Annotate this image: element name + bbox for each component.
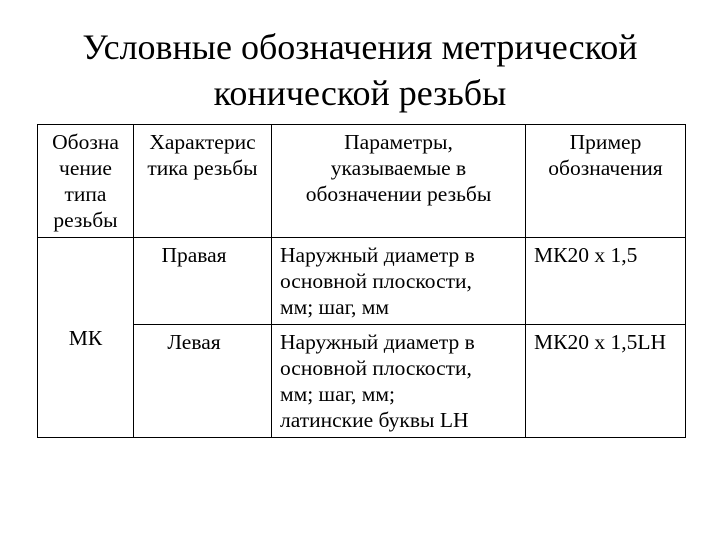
table-body	[38, 238, 686, 438]
header-example-line: обозначения	[548, 156, 663, 180]
params-left-line: мм; шаг, мм;	[280, 382, 395, 406]
table-row-left	[38, 325, 686, 438]
slide-title-line-2: конической резьбы	[213, 73, 507, 113]
header-parameters	[272, 125, 526, 238]
header-designation-line: резьбы	[53, 208, 118, 232]
header-characteristic-line: тика резьбы	[147, 156, 258, 180]
header-designation-line: Обозна	[52, 130, 119, 154]
params-right	[272, 238, 526, 325]
slide-title	[0, 24, 720, 116]
thread-designation-table	[37, 124, 686, 438]
slide-title-line-1: Условные обозначения метрической	[82, 27, 638, 67]
header-characteristic	[134, 125, 272, 238]
thread-type-cell: МК	[38, 238, 134, 438]
thread-hand-right: Правая	[134, 238, 272, 325]
header-example	[526, 125, 686, 238]
params-left-line: Наружный диаметр в	[280, 330, 475, 354]
params-right-line: мм; шаг, мм	[280, 295, 390, 319]
thread-hand-left: Левая	[134, 325, 272, 438]
example-left: МК20 х 1,5LH	[526, 325, 686, 438]
params-right-line: основной плоскости,	[280, 269, 472, 293]
header-parameters-line: обозначении резьбы	[305, 182, 492, 206]
params-right-line: Наружный диаметр в	[280, 243, 475, 267]
header-characteristic-line: Характерис	[149, 130, 256, 154]
header-parameters-line: указываемые в	[330, 156, 467, 180]
header-example-line: Пример	[569, 130, 642, 154]
table-header-row	[38, 125, 686, 238]
params-left-line: латинские буквы LH	[280, 408, 469, 432]
params-left	[272, 325, 526, 438]
table-header	[38, 125, 686, 238]
params-left-line: основной плоскости,	[280, 356, 472, 380]
table-row-right	[38, 238, 686, 325]
header-designation-line: чение	[59, 156, 112, 180]
header-designation	[38, 125, 134, 238]
header-parameters-line: Параметры,	[344, 130, 453, 154]
example-right: МК20 х 1,5	[526, 238, 686, 325]
header-designation-line: типа	[64, 182, 107, 206]
